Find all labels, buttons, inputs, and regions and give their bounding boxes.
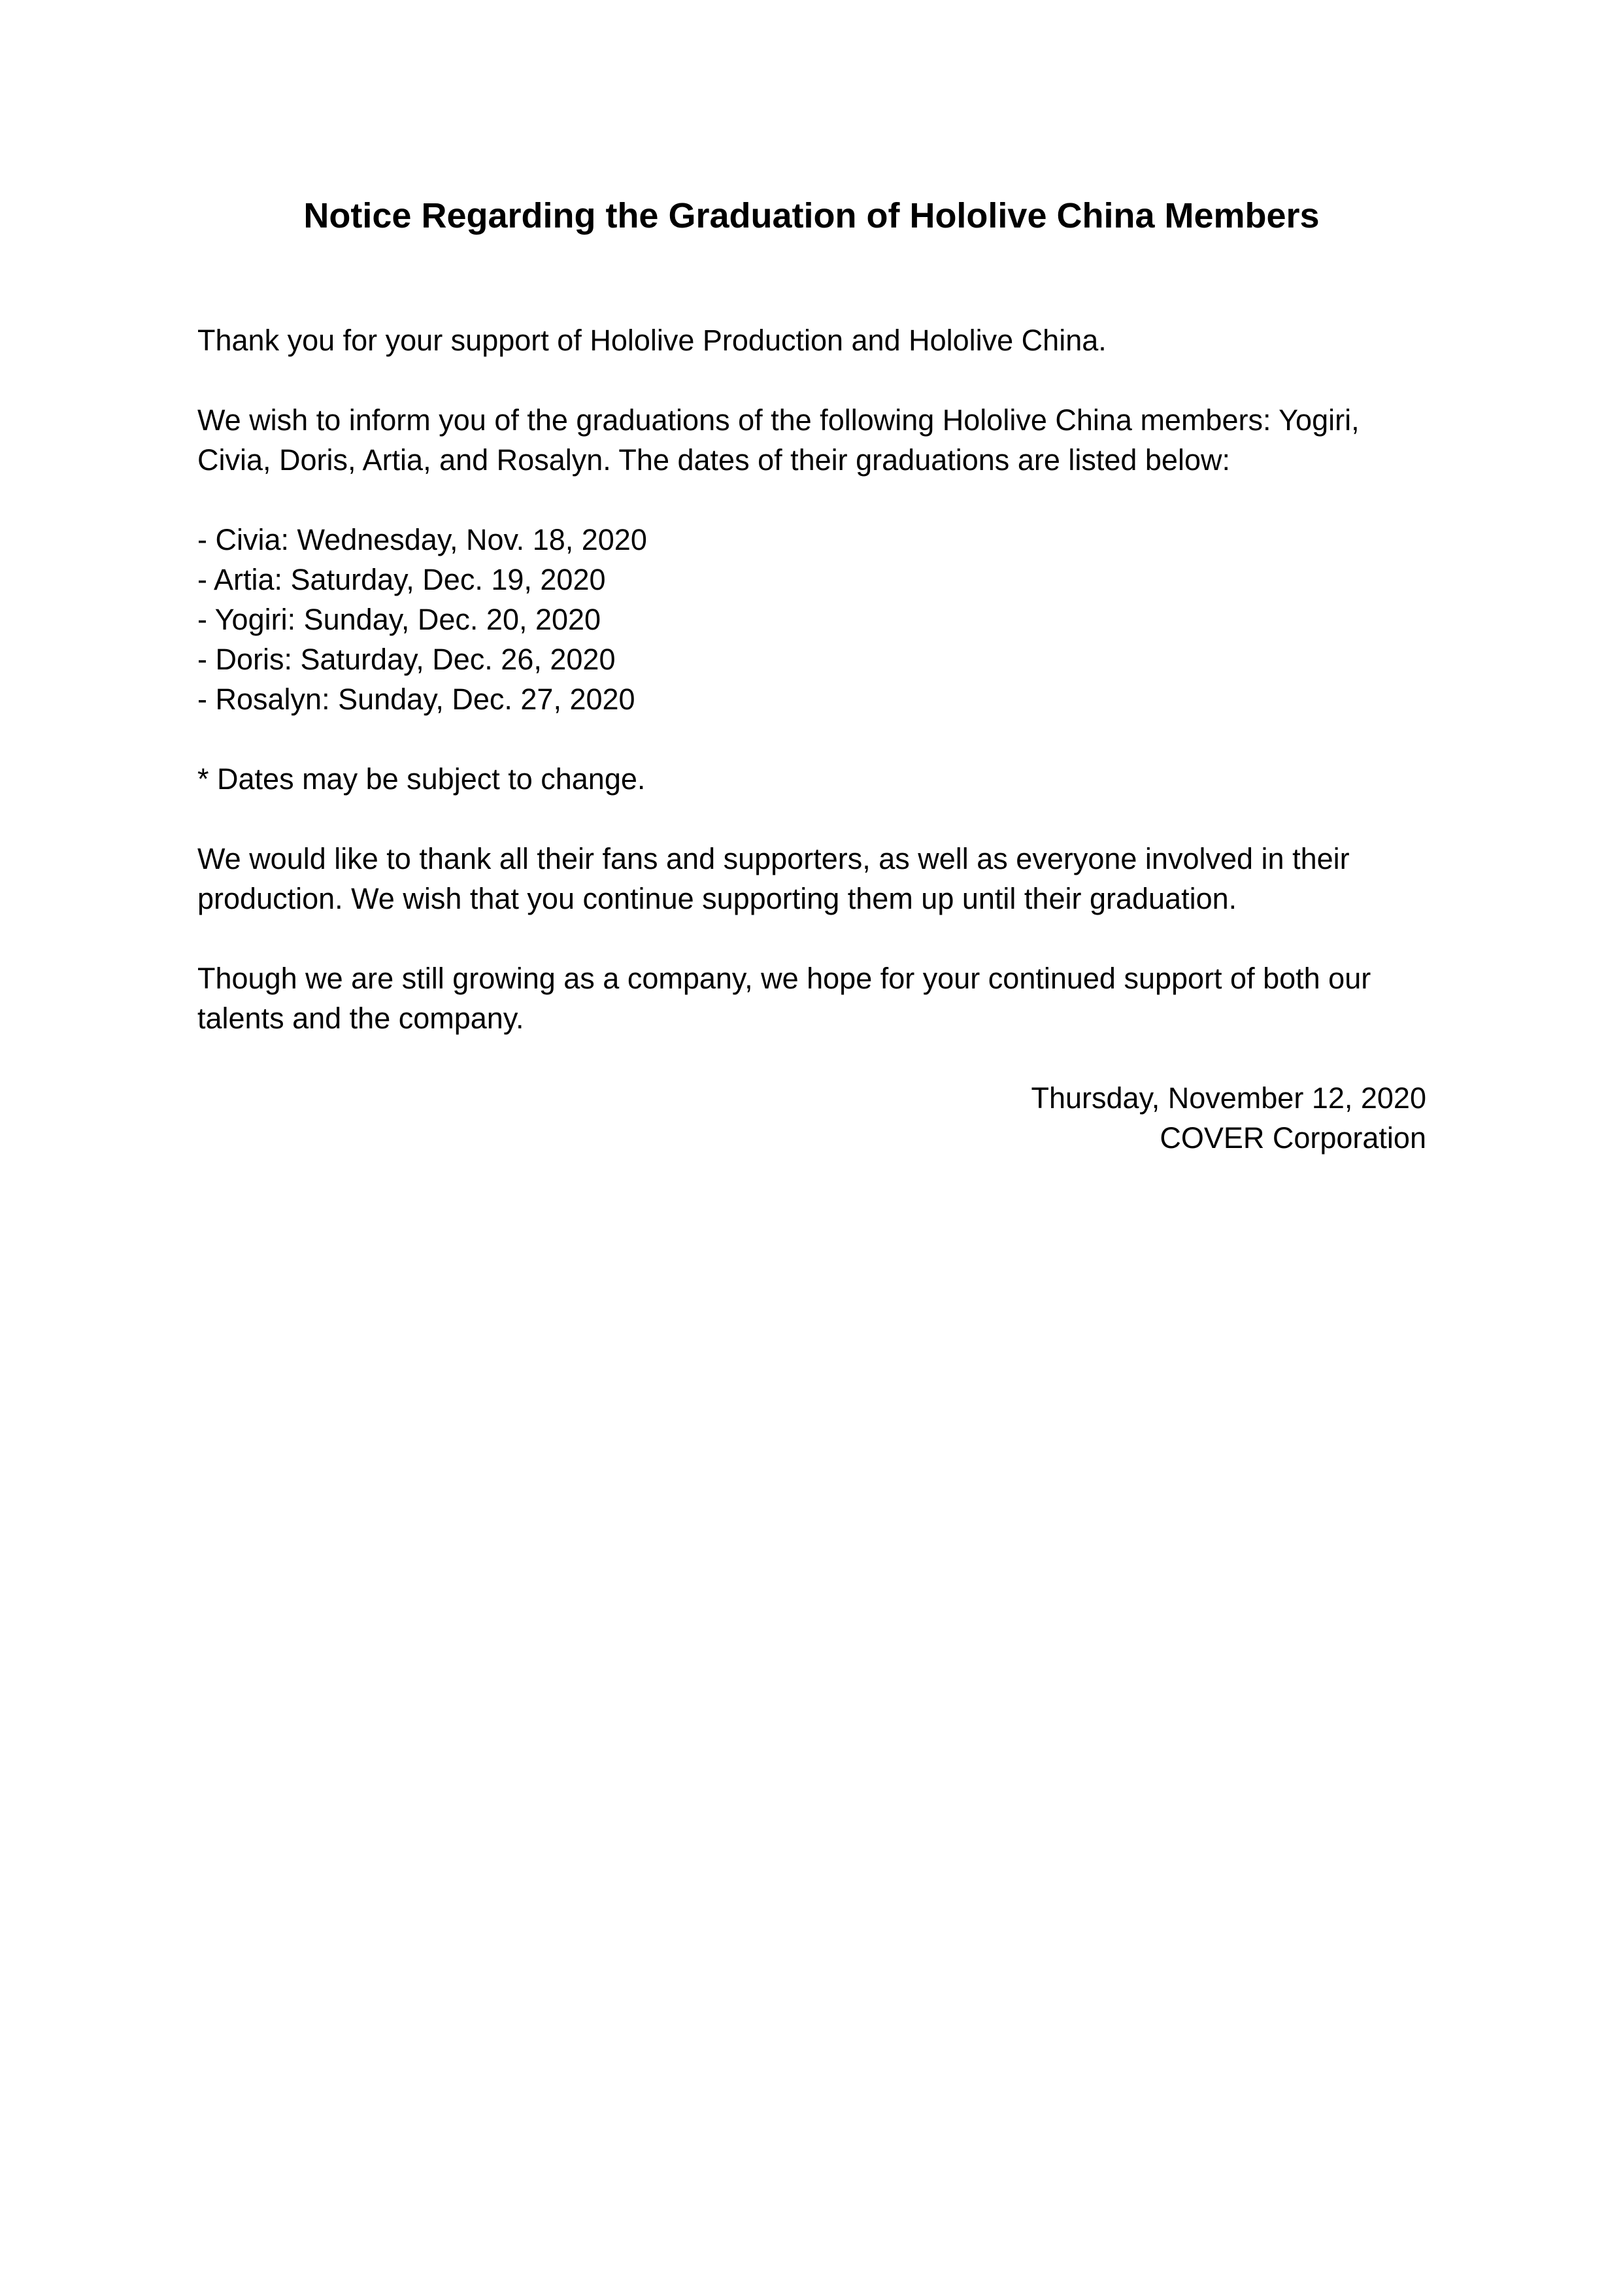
graduation-list-item: - Yogiri: Sunday, Dec. 20, 2020 xyxy=(197,603,601,636)
document-title: Notice Regarding the Graduation of Hololive China Members xyxy=(303,196,1320,235)
announcement-paragraph xyxy=(197,400,1452,480)
thanks-line: production. We wish that you continue supporting them up until their graduation. xyxy=(197,882,1237,915)
change-note-line: * Dates may be subject to change. xyxy=(197,762,646,796)
thanks-paragraph xyxy=(197,839,1452,919)
thanks-line: We would like to thank all their fans and supporters, as well as everyone involved in their xyxy=(197,842,1350,875)
change-note xyxy=(197,759,1452,799)
graduation-list-item: - Civia: Wednesday, Nov. 18, 2020 xyxy=(197,523,647,556)
intro-line: Thank you for your support of Hololive Production and Hololive China. xyxy=(197,324,1107,357)
signature-block xyxy=(1031,1078,1427,1158)
closing-paragraph xyxy=(197,958,1452,1038)
graduation-list-item: - Doris: Saturday, Dec. 26, 2020 xyxy=(197,643,616,676)
graduation-list-item: - Rosalyn: Sunday, Dec. 27, 2020 xyxy=(197,683,635,716)
signature-company: COVER Corporation xyxy=(1160,1121,1426,1155)
closing-line: Though we are still growing as a company, we hope for your continued support of both our xyxy=(197,962,1371,995)
announcement-line: We wish to inform you of the graduations of the following Hololive China members: Yogiri, xyxy=(197,403,1360,437)
signature-date: Thursday, November 12, 2020 xyxy=(1031,1081,1426,1115)
intro-paragraph xyxy=(197,320,1452,360)
graduation-date-list xyxy=(197,520,1452,719)
graduation-list-item: - Artia: Saturday, Dec. 19, 2020 xyxy=(197,563,606,596)
closing-line: talents and the company. xyxy=(197,1002,524,1035)
announcement-line: Civia, Doris, Artia, and Rosalyn. The dates of their graduations are listed below: xyxy=(197,443,1230,477)
